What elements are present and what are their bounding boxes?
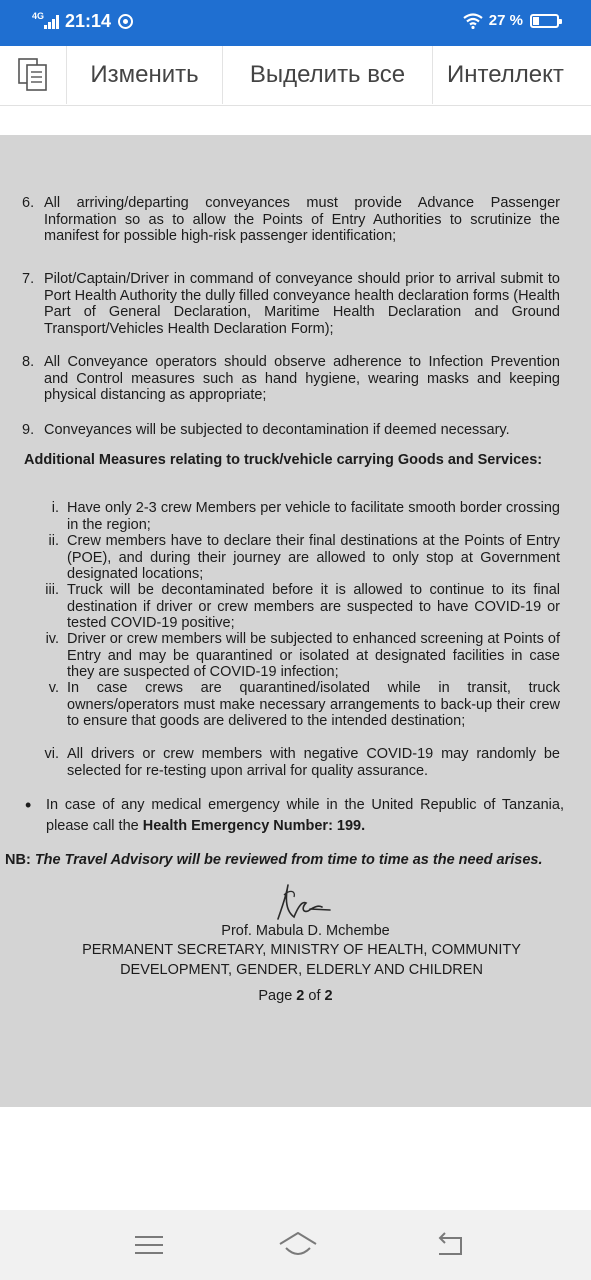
sub-item-text: All drivers or crew members with negative COVID-19 may randomly be selected for re-testing upon arrival for quality assurance. (67, 746, 560, 779)
network-type: 4G (32, 11, 45, 21)
clock: 21:14 (65, 11, 112, 31)
sub-item-number: v. (48, 680, 59, 696)
signatory-title: PERMANENT SECRETARY, MINISTRY OF HEALTH, COMMUNITY (82, 942, 521, 958)
sub-list-item (36, 533, 560, 583)
item-number: 8. (22, 354, 35, 370)
status-bar (0, 0, 591, 46)
document-icon[interactable] (0, 46, 67, 104)
smart-button[interactable]: Интеллект (447, 61, 564, 88)
section-heading: Additional Measures relating to truck/vehicle carrying Goods and Services: (24, 452, 543, 468)
nb-text: The Travel Advisory will be reviewed from time to time as the need arises. (34, 852, 543, 868)
list-item (22, 422, 560, 439)
sub-item-text: Driver or crew members will be subjected to enhanced screening at Points of Entry and may be quarantined or isolated at designated facilities in case they are suspected of COVID-19 infection; (67, 631, 560, 680)
status-left (32, 11, 133, 32)
status-right (463, 12, 559, 29)
edit-button[interactable]: Изменить (67, 46, 223, 104)
item-text: Conveyances will be subjected to decontamination if deemed necessary. (44, 422, 510, 438)
signature-image (272, 877, 332, 925)
item-text: All Conveyance operators should observe adherence to Infection Prevention and Control measures such as hand hygiene, wearing masks and keeping physical distancing as appropriate; (44, 354, 560, 403)
sub-list-item (36, 582, 560, 632)
battery-level (533, 17, 539, 25)
sub-item-number: iv. (45, 631, 59, 647)
home-icon[interactable] (278, 1230, 318, 1260)
document-page (0, 135, 591, 1107)
signal-icon (44, 15, 59, 29)
emergency-text-plain: In case of any medical emergency while in the United Republic of Tanzania, please call the (46, 797, 564, 834)
sub-list-item (36, 631, 560, 681)
sub-item-text: Truck will be decontaminated before it is allowed to continue to its final destination if driver or crew members are suspected to have COVID-19 or tested COVID-19 positive; (67, 582, 560, 631)
sub-item-number: iii. (45, 582, 59, 598)
sub-list-item (36, 500, 560, 533)
text-context-menu (0, 46, 591, 106)
select-all-button[interactable]: Выделить все (223, 46, 433, 104)
wifi-icon (463, 13, 483, 29)
signatory-name: Prof. Mabula D. Mchembe (221, 923, 390, 939)
bullet-icon: • (25, 795, 32, 815)
page-total: 2 (324, 988, 333, 1004)
back-icon[interactable] (433, 1230, 467, 1260)
nb-note (5, 850, 567, 871)
sub-item-number: vi. (44, 746, 59, 762)
nb-label: NB: (5, 852, 31, 868)
sub-item-text: Crew members have to declare their final destinations at the Points of Entry (POE), and during their journey are allowed to only stop at Government designated locations; (67, 533, 560, 582)
sub-list-item (36, 680, 560, 730)
item-text: All arriving/departing conveyances must provide Advance Passenger Information so as to allow the Points of Entry Authorities to scrutinize the manifest for possible high-risk passenger identification; (44, 195, 560, 244)
chrome-icon (118, 14, 133, 29)
emergency-text (46, 795, 564, 837)
page-current: 2 (296, 988, 305, 1004)
battery-icon (530, 14, 559, 28)
item-text: Pilot/Captain/Driver in command of conveyance should prior to arrival submit to Port Health Authority the dully filled conveyance health declaration forms (Health Part of General Declaration, Maritime Health Declaration and Ground Transport/Vehicles Health Declaration Form); (44, 271, 560, 337)
sub-item-number: ii. (48, 533, 59, 549)
item-number: 6. (22, 195, 35, 211)
page-word: Page (258, 988, 293, 1004)
sub-list-item (36, 746, 560, 779)
sub-item-text: Have only 2-3 crew Members per vehicle to facilitate smooth border crossing in the region; (67, 500, 560, 533)
menu-icon[interactable] (132, 1230, 166, 1260)
item-number: 9. (22, 422, 35, 438)
list-item (22, 195, 560, 245)
sub-item-text: In case crews are quarantined/isolated while in transit, truck owners/operators must make necessary arrangements to back-up their crew to ensure that goods are delivered to the intended destination; (67, 680, 560, 729)
list-item (22, 354, 560, 404)
signatory-title: DEVELOPMENT, GENDER, ELDERLY AND CHILDREN (120, 962, 483, 978)
list-item (22, 271, 560, 337)
navigation-bar (0, 1210, 591, 1280)
sub-item-number: i. (51, 500, 59, 516)
battery-percent: 27 % (488, 12, 523, 29)
page-number (0, 986, 591, 1006)
emergency-note (22, 795, 564, 837)
emergency-number: Health Emergency Number: 199. (142, 818, 366, 834)
page-of: of (308, 988, 321, 1004)
item-number: 7. (22, 271, 35, 287)
